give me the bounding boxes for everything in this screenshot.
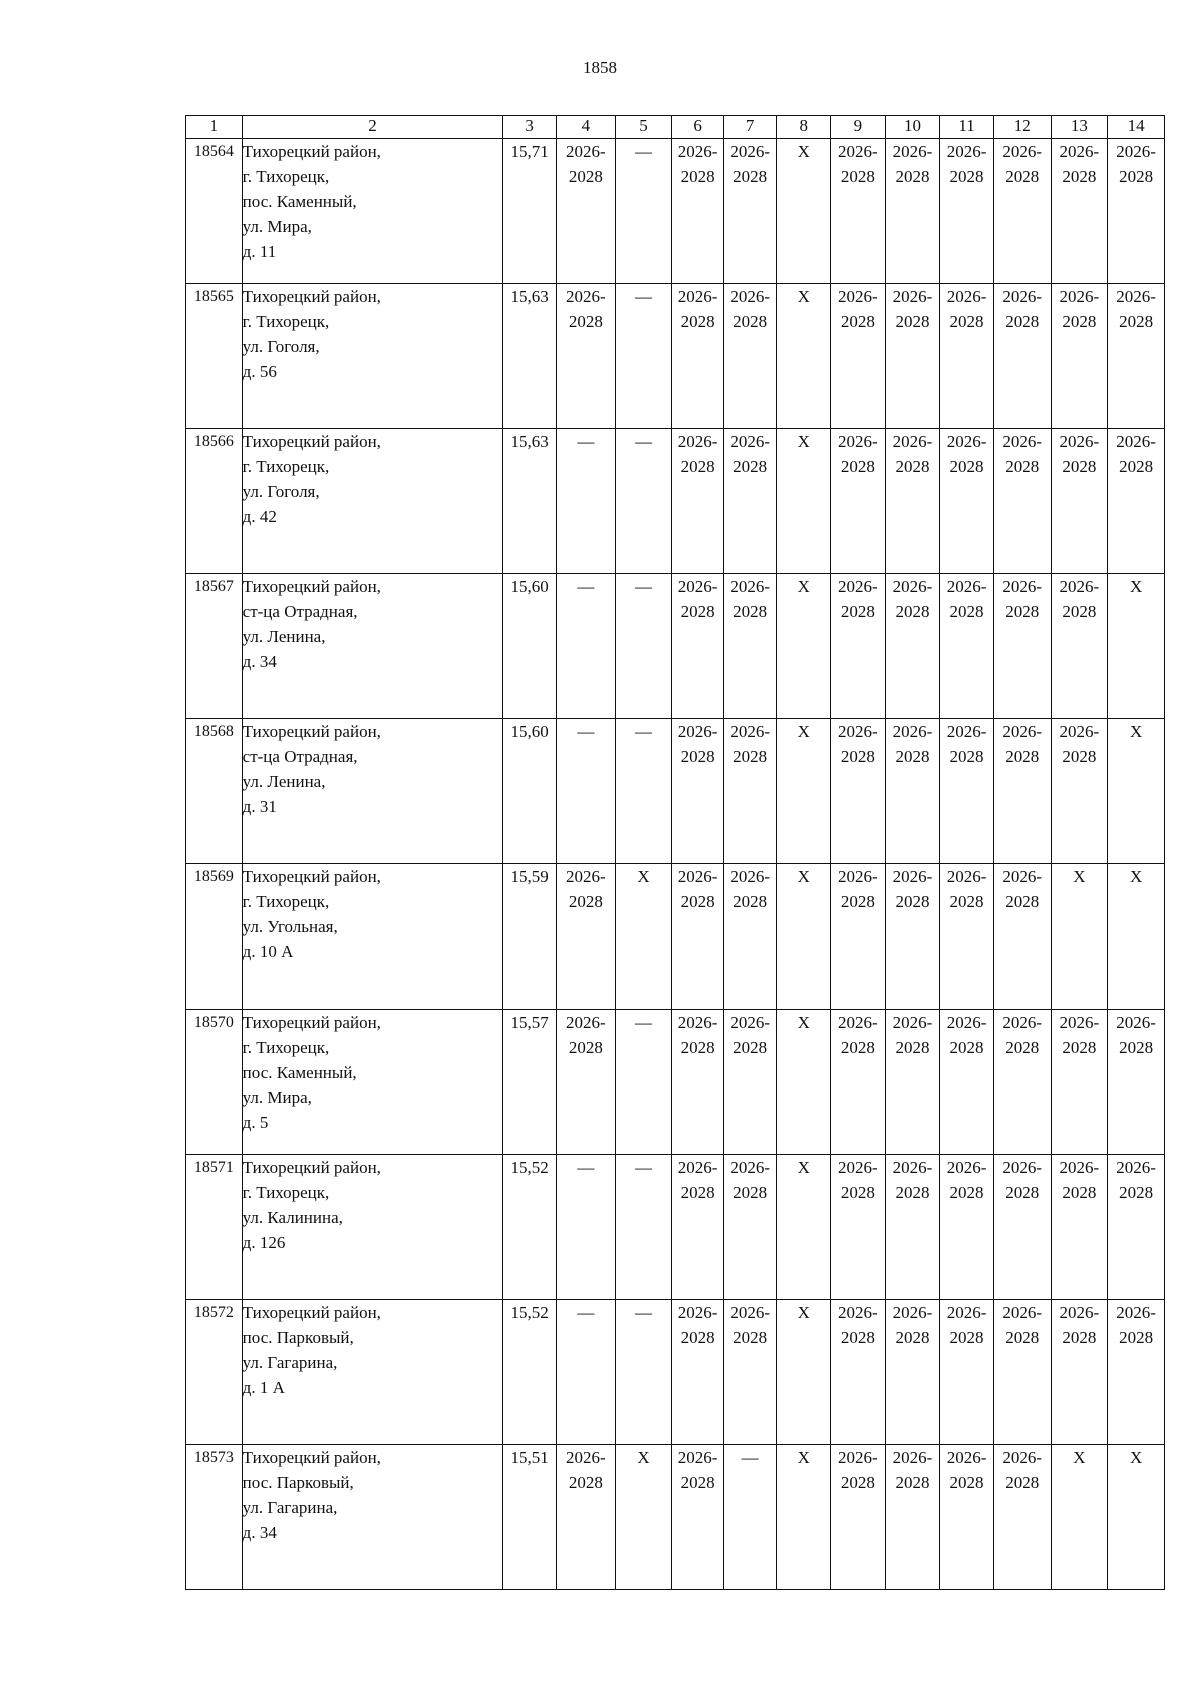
period-cell-c11: 2026- 2028 xyxy=(940,1154,994,1299)
period-cell-c14: 2026- 2028 xyxy=(1108,139,1165,284)
address-line: ул. Мира, xyxy=(242,1087,312,1107)
period-cell-c6: 2026- 2028 xyxy=(672,429,724,574)
address-line: ул. Ленина, xyxy=(242,772,326,792)
address-line: г. Тихорецк, xyxy=(242,1182,330,1202)
period-cell-c8: X xyxy=(777,864,831,1009)
table-row xyxy=(186,719,1165,864)
period-cell-c11: 2026- 2028 xyxy=(940,719,994,864)
col-header: 13 xyxy=(1051,116,1108,139)
period-cell-c13: 2026- 2028 xyxy=(1051,574,1108,719)
col-header: 6 xyxy=(672,116,724,139)
address-line: д. 34 xyxy=(242,652,277,672)
period-cell-c4: — xyxy=(556,429,615,574)
row-id-cell: 18568 xyxy=(186,719,243,864)
period-cell-c11: 2026- 2028 xyxy=(940,284,994,429)
period-cell-c13: 2026- 2028 xyxy=(1051,139,1108,284)
row-id-cell: 18572 xyxy=(186,1299,243,1444)
period-cell-c6: 2026- 2028 xyxy=(672,719,724,864)
period-cell-c13: X xyxy=(1051,864,1108,1009)
period-cell-c8: X xyxy=(777,719,831,864)
period-cell-c9: 2026- 2028 xyxy=(831,1299,886,1444)
address-line: ул. Угольная, xyxy=(242,917,338,937)
period-cell-c8: X xyxy=(777,139,831,284)
period-cell-c14: X xyxy=(1108,574,1165,719)
address-line: г. Тихорецк, xyxy=(242,312,330,332)
period-cell-c10: 2026- 2028 xyxy=(885,1009,940,1154)
address-line: ст-ца Отрадная, xyxy=(242,747,358,767)
period-cell-c6: 2026- 2028 xyxy=(672,1444,724,1589)
period-cell-c10: 2026- 2028 xyxy=(885,284,940,429)
period-cell-c9: 2026- 2028 xyxy=(831,574,886,719)
period-cell-c7: 2026- 2028 xyxy=(723,719,777,864)
address-line: Тихорецкий район, xyxy=(242,1302,381,1322)
period-cell-c9: 2026- 2028 xyxy=(831,1154,886,1299)
col-header: 11 xyxy=(940,116,994,139)
period-cell-c13: 2026- 2028 xyxy=(1051,1299,1108,1444)
address-line: д. 31 xyxy=(242,797,277,817)
period-cell-c9: 2026- 2028 xyxy=(831,139,886,284)
row-id-cell: 18570 xyxy=(186,1009,243,1154)
col-header: 4 xyxy=(556,116,615,139)
address-line: г. Тихорецк, xyxy=(242,892,330,912)
col-header: 1 xyxy=(186,116,243,139)
period-cell-c9: 2026- 2028 xyxy=(831,864,886,1009)
period-cell-c8: X xyxy=(777,574,831,719)
period-cell-c11: 2026- 2028 xyxy=(940,139,994,284)
address-line: д. 10 А xyxy=(242,942,294,962)
col-header: 9 xyxy=(831,116,886,139)
period-cell-c12: 2026- 2028 xyxy=(993,1299,1051,1444)
period-cell-c12: 2026- 2028 xyxy=(993,1154,1051,1299)
address-line: ул. Мира, xyxy=(242,217,312,236)
address-line: г. Тихорецк, xyxy=(242,457,330,477)
period-cell-c8: X xyxy=(777,1444,831,1589)
col-header: 8 xyxy=(777,116,831,139)
index-value-cell: 15,71 xyxy=(503,139,557,284)
address-line: ул. Гагарина, xyxy=(242,1352,338,1372)
col-header: 3 xyxy=(503,116,557,139)
period-cell-c8: X xyxy=(777,284,831,429)
address-line: Тихорецкий район, xyxy=(242,1447,381,1467)
period-cell-c4: — xyxy=(556,1154,615,1299)
row-id-cell: 18569 xyxy=(186,864,243,1009)
period-cell-c6: 2026- 2028 xyxy=(672,1009,724,1154)
index-value-cell: 15,60 xyxy=(503,574,557,719)
period-cell-c13: X xyxy=(1051,1444,1108,1589)
table-body xyxy=(186,139,1165,1590)
period-cell-c5: — xyxy=(615,139,672,284)
address-line: д. 11 xyxy=(242,242,277,261)
table-row xyxy=(186,1154,1165,1299)
period-cell-c8: X xyxy=(777,1299,831,1444)
period-cell-c4: — xyxy=(556,574,615,719)
period-cell-c13: 2026- 2028 xyxy=(1051,1009,1108,1154)
period-cell-c5: — xyxy=(615,1009,672,1154)
period-cell-c5: — xyxy=(615,719,672,864)
table-row xyxy=(186,1299,1165,1444)
period-cell-c8: X xyxy=(777,1009,831,1154)
period-cell-c10: 2026- 2028 xyxy=(885,719,940,864)
period-cell-c11: 2026- 2028 xyxy=(940,1009,994,1154)
address-line: д. 42 xyxy=(242,507,277,527)
address-cell xyxy=(242,864,503,1009)
index-value-cell: 15,60 xyxy=(503,719,557,864)
address-cell xyxy=(242,139,503,284)
row-id-cell: 18566 xyxy=(186,429,243,574)
period-cell-c14: 2026- 2028 xyxy=(1108,284,1165,429)
period-cell-c12: 2026- 2028 xyxy=(993,429,1051,574)
address-cell xyxy=(242,719,503,864)
period-cell-c14: 2026- 2028 xyxy=(1108,429,1165,574)
period-cell-c9: 2026- 2028 xyxy=(831,719,886,864)
address-line: ул. Калинина, xyxy=(242,1207,343,1227)
period-cell-c10: 2026- 2028 xyxy=(885,1299,940,1444)
period-cell-c11: 2026- 2028 xyxy=(940,864,994,1009)
period-cell-c14: X xyxy=(1108,1444,1165,1589)
table-row xyxy=(186,1444,1165,1589)
address-cell xyxy=(242,1009,503,1154)
period-cell-c5: — xyxy=(615,1154,672,1299)
repair-schedule-table xyxy=(185,115,1165,1590)
col-header: 12 xyxy=(993,116,1051,139)
period-cell-c7: 2026- 2028 xyxy=(723,284,777,429)
period-cell-c5: — xyxy=(615,1299,672,1444)
address-line: пос. Каменный, xyxy=(242,192,357,211)
address-line: д. 34 xyxy=(242,1522,277,1542)
period-cell-c14: X xyxy=(1108,864,1165,1009)
period-cell-c12: 2026- 2028 xyxy=(993,864,1051,1009)
table-row xyxy=(186,284,1165,429)
period-cell-c6: 2026- 2028 xyxy=(672,139,724,284)
index-value-cell: 15,51 xyxy=(503,1444,557,1589)
period-cell-c7: 2026- 2028 xyxy=(723,1009,777,1154)
period-cell-c13: 2026- 2028 xyxy=(1051,719,1108,864)
period-cell-c5: X xyxy=(615,1444,672,1589)
address-line: г. Тихорецк, xyxy=(242,1037,330,1057)
period-cell-c5: — xyxy=(615,574,672,719)
period-cell-c7: 2026- 2028 xyxy=(723,574,777,719)
period-cell-c5: — xyxy=(615,429,672,574)
period-cell-c10: 2026- 2028 xyxy=(885,1154,940,1299)
address-line: Тихорецкий район, xyxy=(242,1012,381,1032)
address-line: Тихорецкий район, xyxy=(242,722,381,742)
row-id-cell: 18573 xyxy=(186,1444,243,1589)
period-cell-c4: 2026- 2028 xyxy=(556,1444,615,1589)
address-line: пос. Парковый, xyxy=(242,1472,354,1492)
period-cell-c4: 2026- 2028 xyxy=(556,864,615,1009)
period-cell-c4: 2026- 2028 xyxy=(556,139,615,284)
period-cell-c11: 2026- 2028 xyxy=(940,1444,994,1589)
period-cell-c8: X xyxy=(777,1154,831,1299)
row-id-cell: 18571 xyxy=(186,1154,243,1299)
period-cell-c4: 2026- 2028 xyxy=(556,284,615,429)
address-line: ул. Гагарина, xyxy=(242,1497,338,1517)
address-cell xyxy=(242,284,503,429)
period-cell-c7: 2026- 2028 xyxy=(723,1299,777,1444)
period-cell-c8: X xyxy=(777,429,831,574)
row-id-cell: 18565 xyxy=(186,284,243,429)
period-cell-c4: 2026- 2028 xyxy=(556,1009,615,1154)
period-cell-c12: 2026- 2028 xyxy=(993,574,1051,719)
period-cell-c10: 2026- 2028 xyxy=(885,1444,940,1589)
address-line: д. 1 А xyxy=(242,1377,285,1397)
table-row xyxy=(186,1009,1165,1154)
row-id-cell: 18567 xyxy=(186,574,243,719)
address-line: ул. Ленина, xyxy=(242,627,326,647)
col-header: 7 xyxy=(723,116,777,139)
address-line: пос. Каменный, xyxy=(242,1062,357,1082)
period-cell-c5: — xyxy=(615,284,672,429)
period-cell-c7: 2026- 2028 xyxy=(723,139,777,284)
table-row xyxy=(186,429,1165,574)
index-value-cell: 15,52 xyxy=(503,1154,557,1299)
period-cell-c5: X xyxy=(615,864,672,1009)
period-cell-c6: 2026- 2028 xyxy=(672,864,724,1009)
period-cell-c12: 2026- 2028 xyxy=(993,719,1051,864)
address-line: Тихорецкий район, xyxy=(242,287,381,307)
address-line: ул. Гоголя, xyxy=(242,482,320,502)
period-cell-c12: 2026- 2028 xyxy=(993,1009,1051,1154)
table-row xyxy=(186,139,1165,284)
address-line: д. 5 xyxy=(242,1112,269,1132)
table-row xyxy=(186,574,1165,719)
table-row xyxy=(186,864,1165,1009)
period-cell-c6: 2026- 2028 xyxy=(672,1299,724,1444)
period-cell-c9: 2026- 2028 xyxy=(831,1444,886,1589)
header-row xyxy=(186,116,1165,139)
period-cell-c13: 2026- 2028 xyxy=(1051,284,1108,429)
row-id-cell: 18564 xyxy=(186,139,243,284)
index-value-cell: 15,63 xyxy=(503,284,557,429)
index-value-cell: 15,52 xyxy=(503,1299,557,1444)
period-cell-c13: 2026- 2028 xyxy=(1051,1154,1108,1299)
period-cell-c6: 2026- 2028 xyxy=(672,284,724,429)
address-line: ул. Гоголя, xyxy=(242,337,320,357)
period-cell-c11: 2026- 2028 xyxy=(940,574,994,719)
period-cell-c7: 2026- 2028 xyxy=(723,429,777,574)
col-header: 5 xyxy=(615,116,672,139)
period-cell-c10: 2026- 2028 xyxy=(885,864,940,1009)
period-cell-c11: 2026- 2028 xyxy=(940,1299,994,1444)
col-header: 2 xyxy=(242,116,503,139)
period-cell-c9: 2026- 2028 xyxy=(831,1009,886,1154)
address-line: г. Тихорецк, xyxy=(242,167,330,186)
address-cell xyxy=(242,1444,503,1589)
period-cell-c6: 2026- 2028 xyxy=(672,1154,724,1299)
period-cell-c10: 2026- 2028 xyxy=(885,139,940,284)
period-cell-c10: 2026- 2028 xyxy=(885,429,940,574)
period-cell-c11: 2026- 2028 xyxy=(940,429,994,574)
address-line: д. 56 xyxy=(242,362,277,382)
address-cell xyxy=(242,429,503,574)
period-cell-c7: 2026- 2028 xyxy=(723,864,777,1009)
period-cell-c9: 2026- 2028 xyxy=(831,284,886,429)
address-line: Тихорецкий район, xyxy=(242,577,381,597)
address-cell xyxy=(242,1154,503,1299)
period-cell-c12: 2026- 2028 xyxy=(993,284,1051,429)
address-line: ст-ца Отрадная, xyxy=(242,602,358,622)
address-cell xyxy=(242,574,503,719)
address-line: д. 126 xyxy=(242,1232,286,1252)
period-cell-c10: 2026- 2028 xyxy=(885,574,940,719)
period-cell-c14: 2026- 2028 xyxy=(1108,1299,1165,1444)
period-cell-c14: 2026- 2028 xyxy=(1108,1009,1165,1154)
address-cell xyxy=(242,1299,503,1444)
period-cell-c7: 2026- 2028 xyxy=(723,1154,777,1299)
address-line: Тихорецкий район, xyxy=(242,432,381,452)
index-value-cell: 15,59 xyxy=(503,864,557,1009)
index-value-cell: 15,63 xyxy=(503,429,557,574)
period-cell-c13: 2026- 2028 xyxy=(1051,429,1108,574)
address-line: Тихорецкий район, xyxy=(242,867,381,887)
col-header: 14 xyxy=(1108,116,1165,139)
period-cell-c12: 2026- 2028 xyxy=(993,1444,1051,1589)
address-line: пос. Парковый, xyxy=(242,1327,354,1347)
address-line: Тихорецкий район, xyxy=(242,1157,381,1177)
page-number: 1858 xyxy=(583,58,617,77)
col-header: 10 xyxy=(885,116,940,139)
period-cell-c14: 2026- 2028 xyxy=(1108,1154,1165,1299)
period-cell-c9: 2026- 2028 xyxy=(831,429,886,574)
period-cell-c12: 2026- 2028 xyxy=(993,139,1051,284)
index-value-cell: 15,57 xyxy=(503,1009,557,1154)
period-cell-c4: — xyxy=(556,719,615,864)
address-line: Тихорецкий район, xyxy=(242,142,381,161)
period-cell-c4: — xyxy=(556,1299,615,1444)
period-cell-c14: X xyxy=(1108,719,1165,864)
period-cell-c6: 2026- 2028 xyxy=(672,574,724,719)
period-cell-c7: — xyxy=(723,1444,777,1589)
